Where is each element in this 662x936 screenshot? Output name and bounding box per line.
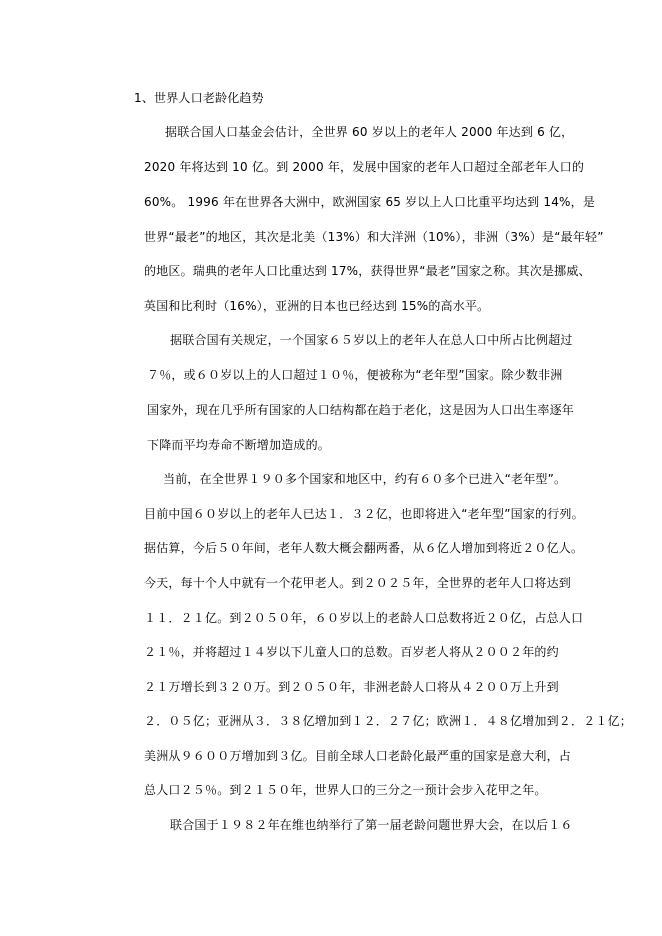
paragraph-line: 据联合国有关规定，一个国家６５岁以上的老年人在总人口中所占比例超过 [170, 333, 573, 347]
paragraph-line: ２１万增长到３２０万。到２０５０年，非洲老龄人口将从４２００万上升到 [144, 680, 559, 694]
paragraph-line: 世界“最老”的地区，其次是北美（13%）和大洋洲（10%），非洲（3%）是“最年轻” [144, 230, 604, 244]
paragraph-line: 国家外，现在几乎所有国家的人口结构都在趋于老化，这是因为人口出生率逐年 [147, 403, 575, 417]
paragraph-line: 当前，在全世界１９０多个国家和地区中，约有６０多个已进入“老年型”。 [163, 472, 567, 486]
paragraph-line: 英国和比利时（16%），亚洲的日本也已经达到 15%的高水平。 [144, 299, 490, 313]
paragraph-line: 60%。 1996 年在世界各大洲中，欧洲国家 65 岁以上人口比重平均达到 14%，是 [144, 195, 596, 209]
section-heading: 1、世界人口老龄化趋势 [134, 91, 264, 105]
paragraph-line: １１．２１亿。到２０５０年，６０岁以上的老龄人口总数将近２０亿，占总人口 [144, 611, 584, 625]
paragraph-line: ７％，或６０岁以上的人口超过１０％，便被称为“老年型”国家。除少数非洲 [147, 368, 563, 382]
paragraph-line: 总人口２５％。到２１５０年，世界人口的三分之一预计会步入花甲之年。 [144, 783, 547, 797]
paragraph-line: ２．０５亿；亚洲从３．３８亿增加到１２．２７亿；欧洲１．４８亿增加到２．２１亿； [144, 714, 633, 728]
paragraph-line: 美洲从９６００万增加到３亿。目前全球人口老龄化最严重的国家是意大利，占 [144, 749, 572, 763]
paragraph-line: 2020 年将达到 10 亿。到 2000 年，发展中国家的老年人口超过全部老年人口的 [144, 160, 585, 174]
paragraph-line: 目前中国６０岁以上的老年人已达１．３２亿，也即将进入“老年型”国家的行列。 [144, 507, 584, 521]
paragraph-line: ２１％，并将超过１４岁以下儿童人口的总数。百岁老人将从２００２年的约 [144, 645, 559, 659]
paragraph-line: 今天，每十个人中就有一个花甲老人。到２０２５年，全世界的老年人口将达到 [144, 576, 572, 590]
paragraph-line: 下降而平均寿命不断增加造成的。 [147, 438, 331, 452]
paragraph-line: 联合国于１９８２年在维也纳举行了第一届老龄问题世界大会，在以后１６ [170, 818, 573, 832]
paragraph-line: 据估算，今后５０年间，老年人数大概会翻两番，从６亿人增加到将近２０亿人。 [144, 541, 584, 555]
paragraph-line: 的地区。瑞典的老年人口比重达到 17%，获得世界“最老”国家之称。其次是挪威、 [144, 264, 591, 278]
paragraph-line: 据联合国人口基金会估计，全世界 60 岁以上的老年人 2000 年达到 6 亿， [165, 125, 574, 139]
